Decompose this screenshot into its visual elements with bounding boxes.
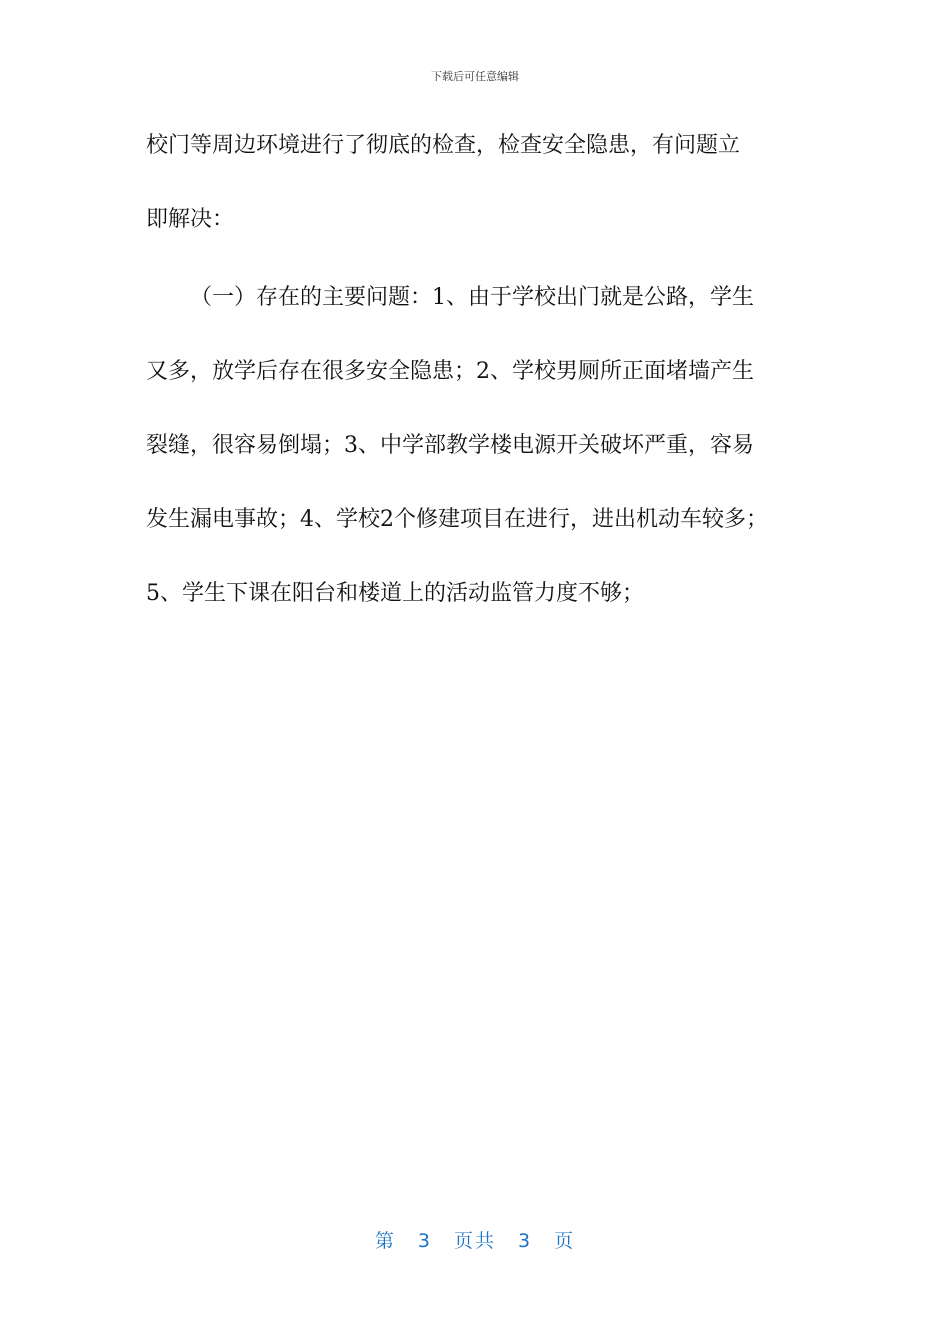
footer-prefix: 第 (374, 1230, 396, 1252)
paragraph-line: 发生漏电事故；4、学校2个修建项目在进行，进出机动车较多； (146, 507, 768, 532)
total-page-number: 3 (518, 1230, 533, 1252)
paragraph-line: 校门等周边环境进行了彻底的检查，检查安全隐患，有问题立 (146, 133, 741, 158)
paragraph-line: 又多，放学后存在很多安全隐患；2、学校男厕所正面堵墙产生 (146, 359, 754, 384)
paragraph-line: 裂缝，很容易倒塌；3、中学部教学楼电源开关破坏严重，容易 (146, 433, 754, 458)
page-header: 下载后可任意编辑 (431, 70, 519, 83)
paragraph-line: 即解决： (146, 207, 235, 232)
page-footer (0, 1226, 950, 1253)
footer-suffix: 页 (554, 1230, 576, 1252)
footer-middle: 页共 (453, 1230, 496, 1252)
current-page-number: 3 (417, 1230, 432, 1252)
paragraph-line: （一）存在的主要问题：1、由于学校出门就是公路，学生 (190, 285, 754, 310)
document-body (146, 120, 826, 642)
paragraph-line: 5、学生下课在阳台和楼道上的活动监管力度不够； (146, 581, 644, 606)
